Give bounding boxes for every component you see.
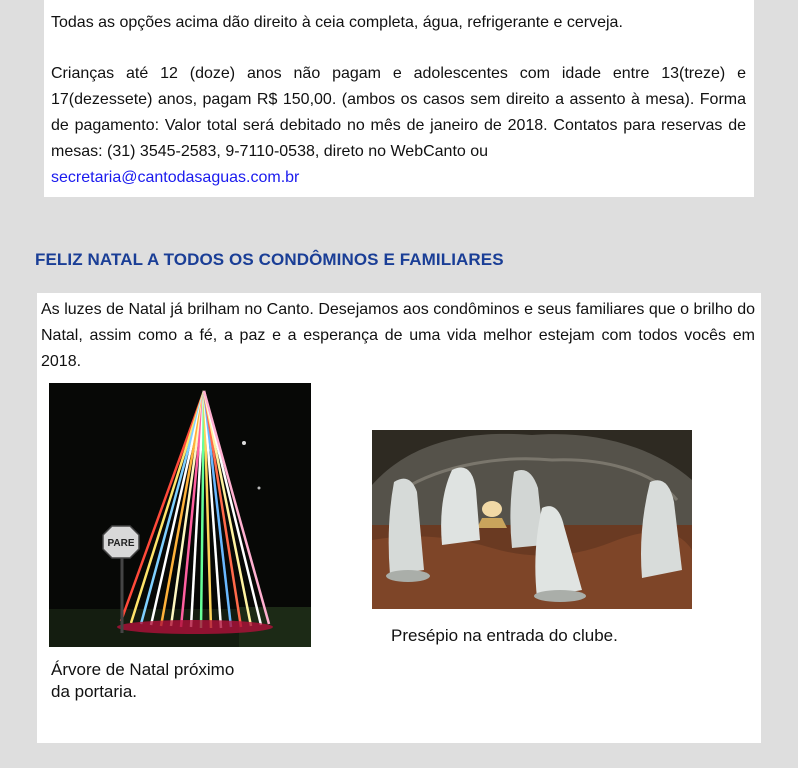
tree-caption (51, 659, 291, 703)
christmas-tree-photo (49, 383, 311, 647)
notice-paragraph-2-text: Crianças até 12 (doze) anos não pagam e adolescentes com idade entre 13(treze) e 17(dezessete) anos, pagam R$ 150,00. (ambos os casos sem direito a assento à mesa). Forma de pagamento: Valor total será debitado no mês de janeiro de 2018. Contatos para reservas de mesas: (31) 3545-2583, 9-7110-0538, direto no WebCanto ou (51, 65, 746, 160)
section-heading: FELIZ NATAL A TODOS OS CONDÔMINOS E FAMILIARES (35, 250, 504, 269)
christmas-box (37, 293, 761, 743)
notice-box (44, 0, 754, 197)
christmas-intro: As luzes de Natal já brilham no Canto. Desejamos aos condôminos e seus familiares que o brilho do Natal, assim como a fé, a paz e a esperança de uma vida melhor estejam com todos vocês em 2018. (41, 301, 755, 370)
tree-caption-line2: da portaria. (51, 682, 137, 701)
stop-sign-text: PARE (107, 538, 135, 549)
notice-paragraph-1: Todas as opções acima dão direito à ceia completa, água, refrigerante e cerveja. (51, 14, 623, 31)
notice-paragraph-2 (51, 61, 746, 191)
email-link[interactable]: secretaria@cantodasaguas.com.br (51, 169, 300, 186)
tree-caption-line1: Árvore de Natal próximo (51, 660, 235, 679)
nativity-scene-photo (372, 430, 692, 609)
nativity-caption: Presépio na entrada do clube. (391, 626, 618, 645)
